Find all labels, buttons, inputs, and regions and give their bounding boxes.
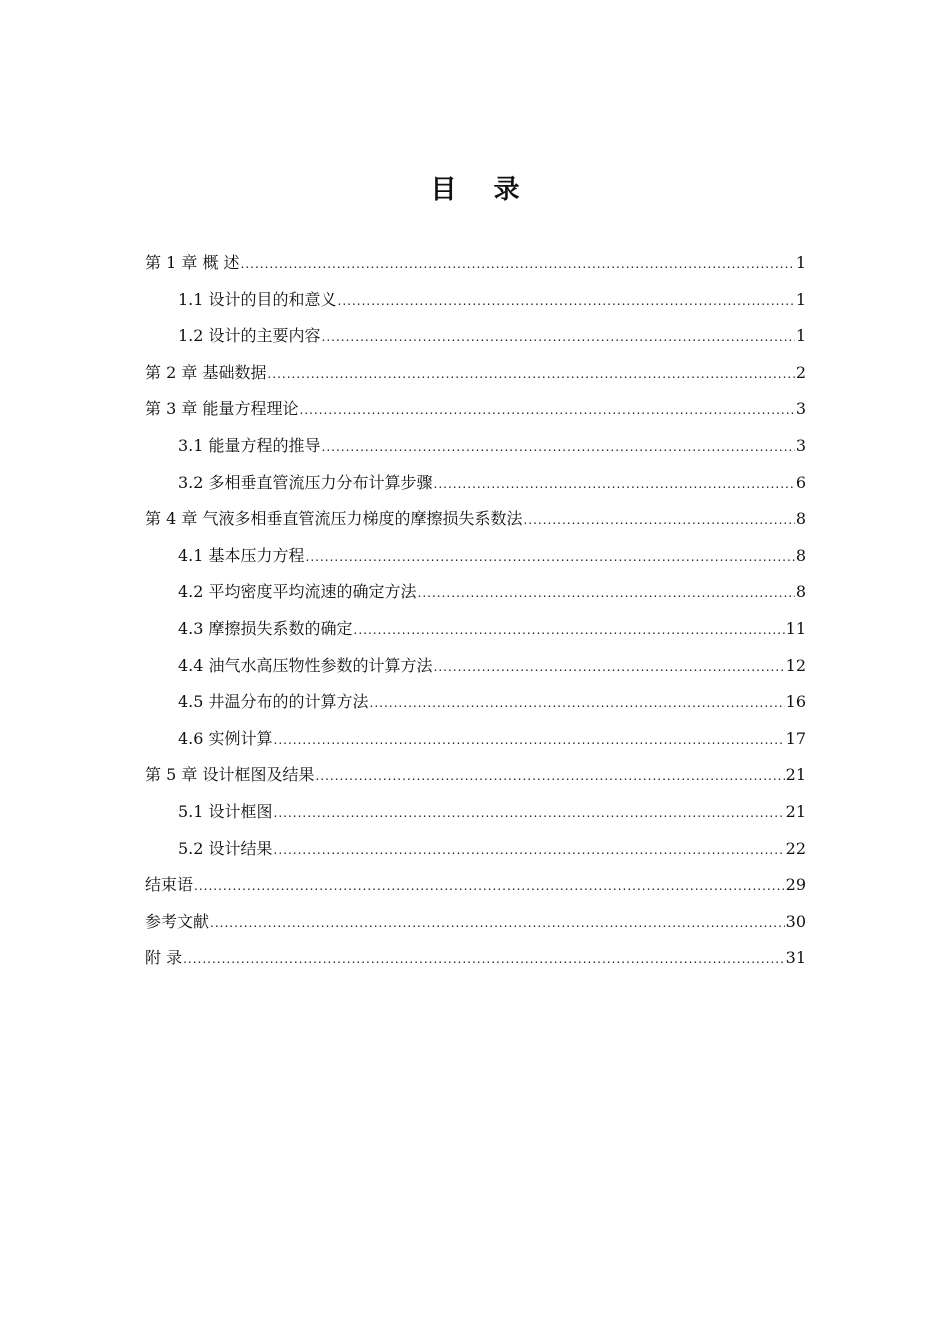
- toc-section-entry[interactable]: [145, 611, 806, 648]
- toc-page-number: 21: [785, 801, 806, 821]
- toc-entry-label: 4.6 实例计算: [178, 728, 273, 748]
- toc-section-entry[interactable]: [145, 721, 806, 758]
- toc-section-entry[interactable]: [145, 648, 806, 685]
- toc-page-number: 30: [785, 911, 806, 931]
- toc-entry-label: 4.4 油气水高压物性参数的计算方法: [178, 655, 433, 675]
- toc-entry-label: 5.2 设计结果: [178, 838, 273, 858]
- toc-leader-dots: [434, 649, 785, 686]
- toc-page-number: 12: [785, 655, 806, 675]
- toc-page-number: 29: [785, 875, 806, 895]
- toc-leader-dots: [434, 466, 795, 503]
- toc-leader-dots: [338, 283, 795, 320]
- toc-leader-dots: [241, 246, 795, 283]
- toc-entry-label: 第 4 章 气液多相垂直管流压力梯度的摩擦损失系数法: [145, 509, 523, 529]
- toc-entry-label: 结束语: [145, 875, 194, 895]
- toc-entry-label: 5.1 设计框图: [178, 801, 273, 821]
- toc-section-entry[interactable]: [145, 318, 806, 355]
- toc-leader-dots: [354, 612, 785, 649]
- toc-section-entry[interactable]: [145, 465, 806, 502]
- toc-entry-label: 3.1 能量方程的推导: [178, 435, 321, 455]
- toc-section-entry[interactable]: [145, 428, 806, 465]
- toc-entry-label: 第 2 章 基础数据: [145, 362, 267, 382]
- toc-chapter-entry[interactable]: [145, 904, 806, 941]
- toc-section-entry[interactable]: [145, 538, 806, 575]
- toc-entry-label: 第 3 章 能量方程理论: [145, 399, 299, 419]
- toc-entry-label: 附 录: [145, 948, 183, 968]
- toc-page-number: 1: [795, 326, 806, 346]
- toc-section-entry[interactable]: [145, 684, 806, 721]
- toc-leader-dots: [322, 429, 795, 466]
- toc-section-entry[interactable]: [145, 282, 806, 319]
- toc-leader-dots: [210, 905, 785, 942]
- toc-page-number: 3: [795, 435, 806, 455]
- toc-entry-label: 3.2 多相垂直管流压力分布计算步骤: [178, 472, 433, 492]
- toc-leader-dots: [274, 722, 785, 759]
- toc-chapter-entry[interactable]: [145, 355, 806, 392]
- toc-chapter-entry[interactable]: [145, 245, 806, 282]
- toc-entry-label: 第 1 章 概 述: [145, 253, 240, 272]
- toc-entry-label: 4.5 井温分布的的计算方法: [178, 692, 369, 712]
- toc-page-number: 16: [785, 692, 806, 712]
- toc-page-number: 2: [795, 362, 806, 382]
- toc-page-number: 11: [785, 618, 806, 638]
- toc-page-number: 8: [795, 545, 806, 565]
- toc-leader-dots: [194, 868, 785, 905]
- toc-page-number: 8: [795, 509, 806, 529]
- toc-section-entry[interactable]: [145, 794, 806, 831]
- toc-page-number: 8: [795, 582, 806, 602]
- toc-leader-dots: [315, 758, 784, 795]
- toc-entry-label: 1.2 设计的主要内容: [178, 326, 321, 346]
- toc-page-number: 6: [795, 472, 806, 492]
- toc-leader-dots: [267, 356, 794, 393]
- toc-entry-label: 第 5 章 设计框图及结果: [145, 765, 315, 785]
- toc-leader-dots: [370, 685, 785, 722]
- toc-page-number: 31: [785, 948, 806, 968]
- toc-leader-dots: [183, 941, 785, 978]
- toc-entry-label: 4.3 摩擦损失系数的确定: [178, 618, 353, 638]
- toc-entry-label: 1.1 设计的目的和意义: [178, 289, 337, 309]
- toc-entry-label: 4.2 平均密度平均流速的确定方法: [178, 582, 417, 602]
- toc-leader-dots: [274, 795, 785, 832]
- toc-leader-dots: [299, 392, 794, 429]
- toc-page-number: 22: [785, 838, 806, 858]
- toc-chapter-entry[interactable]: [145, 940, 806, 977]
- toc-page-number: 21: [785, 765, 806, 785]
- toc-leader-dots: [523, 502, 794, 539]
- toc-entry-label: 参考文献: [145, 911, 210, 931]
- toc-entry-label: 4.1 基本压力方程: [178, 545, 305, 565]
- toc-leader-dots: [274, 832, 785, 869]
- toc-chapter-entry[interactable]: [145, 501, 806, 538]
- table-of-contents: [145, 245, 806, 977]
- toc-leader-dots: [306, 539, 795, 576]
- toc-chapter-entry[interactable]: [145, 757, 806, 794]
- toc-leader-dots: [322, 319, 795, 356]
- page-title: 目 录: [430, 175, 534, 205]
- toc-chapter-entry[interactable]: [145, 391, 806, 428]
- toc-page-number: 1: [795, 253, 806, 272]
- toc-section-entry[interactable]: [145, 574, 806, 611]
- toc-leader-dots: [418, 575, 795, 612]
- toc-section-entry[interactable]: [145, 831, 806, 868]
- toc-page-number: 3: [795, 399, 806, 419]
- toc-chapter-entry[interactable]: [145, 867, 806, 904]
- toc-page-number: 1: [795, 289, 806, 309]
- toc-page-number: 17: [785, 728, 806, 748]
